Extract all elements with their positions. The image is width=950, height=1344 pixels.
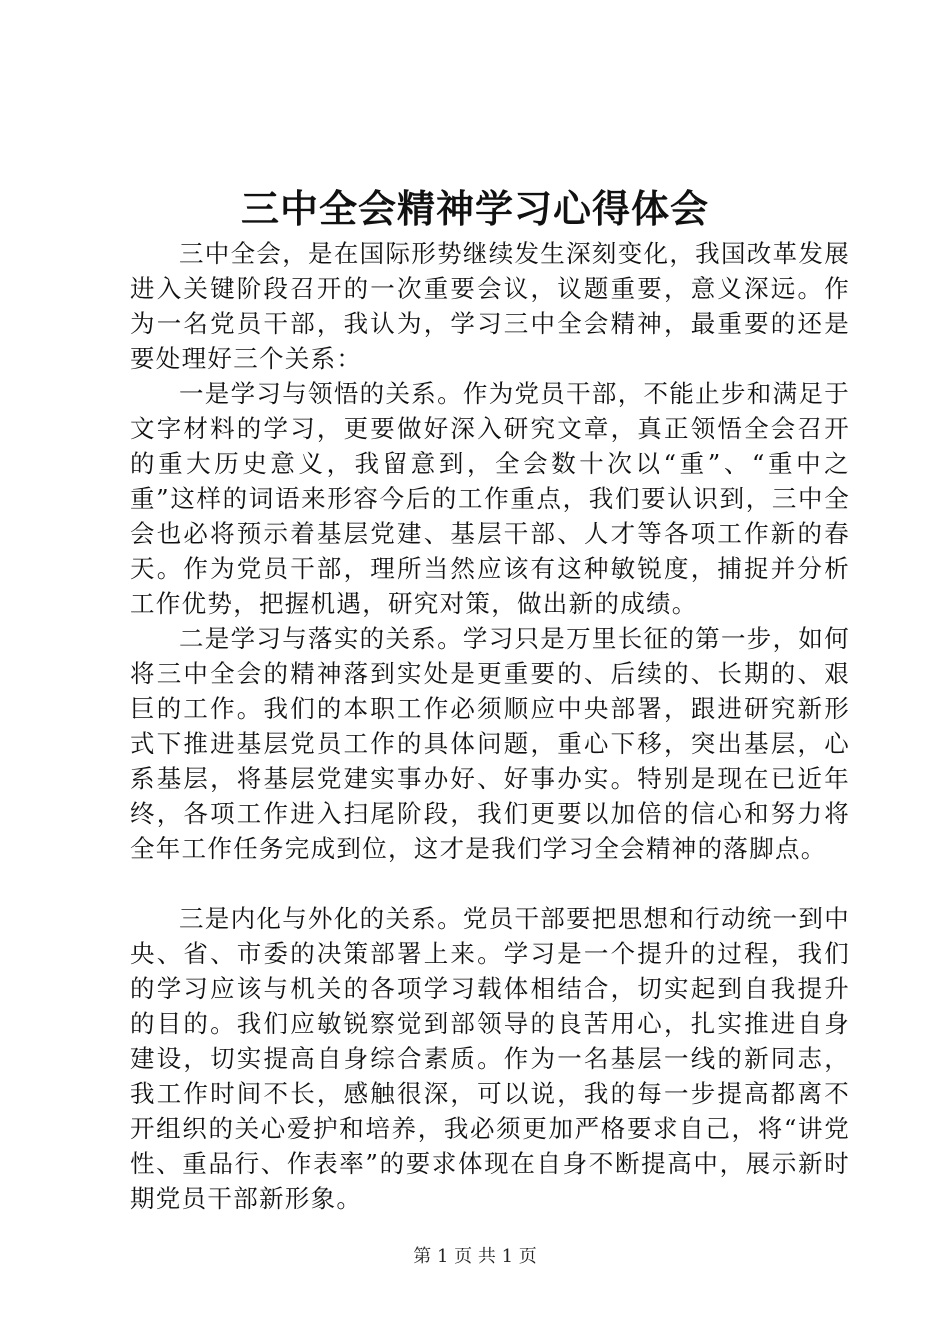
paragraph-first-relation: 一是学习与领悟的关系。作为党员干部，不能止步和满足于文字材料的学习，更要做好深入研究文章，真正领悟全会召开的重大历史意义，我留意到，全会数十次以“重”、“重中之重”这样的词语来形容今后的工作重点，我们要认识到，三中全会也必将预示着基层党建、基层干部、人才等各项工作新的春天。作为党员干部，理所当然应该有这种敏锐度，捕捉并分析工作优势，把握机遇，研究对策，做出新的成绩。 (130, 379, 850, 618)
page-footer: 第 1 页 共 1 页 (413, 1246, 537, 1267)
document-title: 三中全会精神学习心得体会 (240, 186, 709, 231)
paragraph-second-relation: 二是学习与落实的关系。学习只是万里长征的第一步，如何将三中全会的精神落到实处是更重要的、后续的、长期的、艰巨的工作。我们的本职工作必须顺应中央部署，跟进研究新形式下推进基层党员工作的具体问题，重心下移，突出基层，心系基层，将基层党建实事办好、好事办实。特别是现在已近年终，各项工作进入扫尾阶段，我们更要以加倍的信心和努力将全年工作任务完成到位，这才是我们学习全会精神的落脚点。 (130, 624, 850, 863)
paragraph-third-relation: 三是内化与外化的关系。党员干部要把思想和行动统一到中央、省、市委的决策部署上来。学习是一个提升的过程，我们的学习应该与机关的各项学习载体相结合，切实起到自我提升的目的。我们应敏锐察觉到部领导的良苦用心，扎实推进自身建设，切实提高自身综合素质。作为一名基层一线的新同志，我工作时间不长，感触很深，可以说，我的每一步提高都离不开组织的关心爱护和培养，我必须更加严格要求自己，将“讲党性、重品行、作表率”的要求体现在自身不断提高中，展示新时期党员干部新形象。 (130, 904, 850, 1213)
paragraph-intro: 三中全会，是在国际形势继续发生深刻变化，我国改革发展进入关键阶段召开的一次重要会议，议题重要，意义深远。作为一名党员干部，我认为，学习三中全会精神，最重要的还是要处理好三个关系： (130, 239, 850, 373)
document-body (130, 236, 850, 1216)
